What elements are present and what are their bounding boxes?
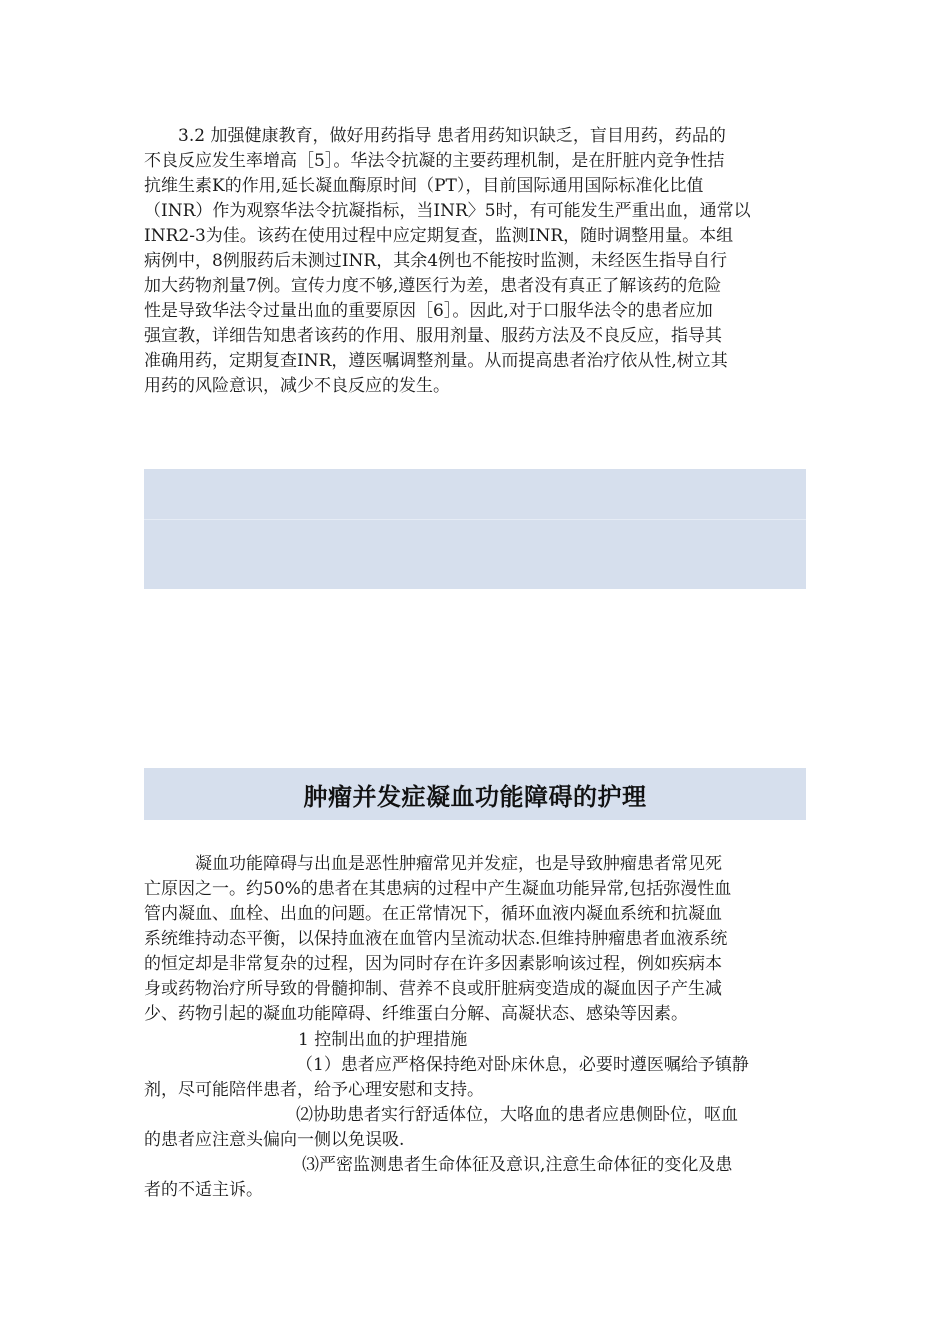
text-line: 加大药物剂量7例。宣传力度不够,遵医行为差，患者没有真正了解该药的危险	[144, 276, 722, 296]
text-line: 病例中，8例服药后未测过INR，其余4例也不能按时监测，未经医生指导自行	[144, 251, 728, 271]
section-3-2-paragraph	[144, 124, 808, 399]
measures-section	[144, 1028, 808, 1203]
text-line: 亡原因之一。约50%的患者在其患病的过程中产生凝血功能异常,包括弥漫性血	[144, 879, 732, 899]
measure-item-3: ⑶严密监测患者生命体征及意识,注意生命体征的变化及患	[302, 1155, 733, 1175]
measure-item-3: 者的不适主诉。	[144, 1180, 263, 1200]
text-line: 身或药物治疗所导致的骨髓抑制、营养不良或肝脏病变造成的凝血因子产生减	[144, 979, 722, 999]
text-line: 不良反应发生率增高［5］。华法令抗凝的主要药理机制，是在肝脏内竞争性拮	[144, 151, 725, 171]
measure-item-1: 剂，尽可能陪伴患者，给予心理安慰和支持。	[144, 1080, 484, 1100]
text-line: INR2-3为佳。该药在使用过程中应定期复查，监测INR，随时调整用量。本组	[144, 226, 734, 246]
measures-heading: 1 控制出血的护理措施	[298, 1030, 468, 1050]
text-line: 抗维生素K的作用,延长凝血酶原时间（PT），目前国际通用国际标准化比值	[144, 176, 704, 196]
text-line: 管内凝血、血栓、出血的问题。在正常情况下，循环血液内凝血系统和抗凝血	[144, 904, 722, 924]
text-line: 的恒定却是非常复杂的过程，因为同时存在许多因素影响该过程，例如疾病本	[144, 954, 722, 974]
text-line: （INR）作为观察华法令抗凝指标，当INR〉5时，有可能发生严重出血，通常以	[144, 201, 751, 221]
measure-item-2: 的患者应注意头偏向一侧以免误吸.	[144, 1130, 405, 1150]
intro-paragraph	[144, 852, 808, 1027]
measure-item-2: ⑵协助患者实行舒适体位，大咯血的患者应患侧卧位，呕血	[296, 1105, 738, 1125]
shaded-band	[144, 469, 806, 589]
section-title: 肿瘤并发症凝血功能障碍的护理	[303, 782, 647, 811]
text-line: 准确用药，定期复查INR，遵医嘱调整剂量。从而提高患者治疗依从性,树立其	[144, 351, 728, 371]
text-line: 系统维持动态平衡，以保持血液在血管内呈流动状态.但维持肿瘤患者血液系统	[144, 929, 728, 949]
text-line: 3.2 加强健康教育，做好用药指导 患者用药知识缺乏，盲目用药，药品的	[144, 126, 726, 146]
section-title-banner	[144, 768, 806, 820]
measure-item-1: （1）患者应严格保持绝对卧床休息，必要时遵医嘱给予镇静	[296, 1055, 749, 1075]
text-line: 强宣教，详细告知患者该药的作用、服用剂量、服药方法及不良反应，指导其	[144, 326, 722, 346]
text-line: 性是导致华法令过量出血的重要原因［6］。因此,对于口服华法令的患者应加	[144, 301, 713, 321]
text-line: 凝血功能障碍与出血是恶性肿瘤常见并发症，也是导致肿瘤患者常见死	[144, 854, 722, 874]
band-divider	[144, 519, 806, 520]
text-line: 少、药物引起的凝血功能障碍、纤维蛋白分解、高凝状态、感染等因素。	[144, 1004, 688, 1024]
text-line: 用药的风险意识，减少不良反应的发生。	[144, 376, 450, 396]
